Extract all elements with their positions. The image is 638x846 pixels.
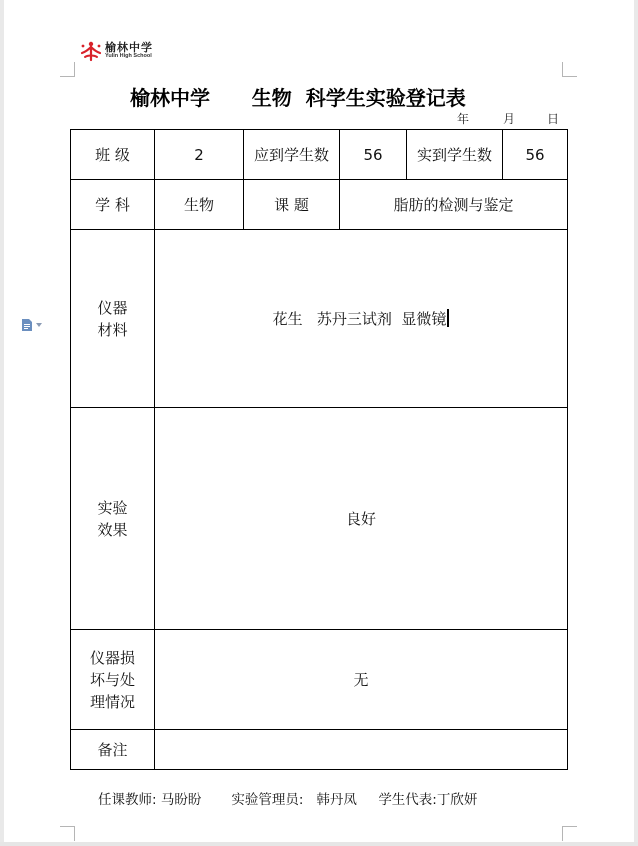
actual-students-label: 实到学生数 bbox=[407, 130, 503, 180]
damage-label-line1: 仪器损 bbox=[89, 648, 135, 667]
effect-label-line1: 实验 bbox=[97, 498, 128, 517]
crop-mark-top-right bbox=[562, 62, 577, 77]
text-cursor bbox=[447, 309, 449, 327]
materials-value-cell[interactable] bbox=[155, 230, 568, 408]
topic-label: 课 题 bbox=[244, 180, 340, 230]
page-edge-right bbox=[634, 0, 638, 846]
table-row-notes bbox=[71, 730, 568, 770]
form-title: 榆林中学 生物 科学生实验登记表 bbox=[130, 86, 466, 110]
crop-mark-bottom-right bbox=[562, 826, 577, 841]
notes-label: 备注 bbox=[71, 730, 155, 770]
registration-table bbox=[70, 129, 568, 770]
damage-value[interactable]: 无 bbox=[155, 630, 568, 730]
class-label: 班 级 bbox=[71, 130, 155, 180]
crop-mark-top-left bbox=[60, 62, 75, 77]
logo-english-name: Yulin High School bbox=[105, 53, 152, 60]
table-row-materials bbox=[71, 230, 568, 408]
date-month: 月 bbox=[503, 112, 516, 126]
actual-students-value[interactable]: 56 bbox=[503, 130, 568, 180]
school-emblem-icon bbox=[80, 40, 102, 62]
effect-label bbox=[71, 408, 155, 630]
logo-chinese-name: 榆林中学 bbox=[105, 41, 153, 55]
materials-value: 花生 苏丹三试剂 显微镜 bbox=[272, 310, 447, 328]
expected-students-label: 应到学生数 bbox=[244, 130, 340, 180]
table-row-class bbox=[71, 130, 568, 180]
damage-label-line2: 坏与处 bbox=[89, 670, 135, 689]
subject-value[interactable]: 生物 bbox=[155, 180, 244, 230]
table-row-subject bbox=[71, 180, 568, 230]
student-label: 学生代表: bbox=[378, 792, 437, 808]
materials-label-line1: 仪器 bbox=[97, 298, 128, 317]
manager-label: 实验管理员: bbox=[231, 792, 304, 808]
subject-label: 学 科 bbox=[71, 180, 155, 230]
teacher-name: 马盼盼 bbox=[160, 792, 202, 808]
date-day: 日 bbox=[547, 112, 560, 126]
materials-label-line2: 材料 bbox=[97, 320, 128, 339]
effect-label-line2: 效果 bbox=[97, 520, 128, 539]
teacher-label: 任课教师: bbox=[98, 792, 157, 808]
table-row-damage bbox=[71, 630, 568, 730]
topic-value[interactable]: 脂肪的检测与鉴定 bbox=[340, 180, 568, 230]
table-row-effect bbox=[71, 408, 568, 630]
effect-value[interactable]: 良好 bbox=[155, 408, 568, 630]
page-edge-bottom bbox=[0, 842, 638, 846]
page-edge-left bbox=[0, 0, 4, 846]
crop-mark-bottom-left bbox=[60, 826, 75, 841]
materials-label bbox=[71, 230, 155, 408]
damage-label-line3: 理情况 bbox=[89, 692, 135, 711]
manager-name: 韩丹凤 bbox=[316, 792, 357, 808]
class-value[interactable]: 2 bbox=[155, 130, 244, 180]
chevron-down-icon bbox=[36, 323, 42, 327]
date-year: 年 bbox=[457, 112, 470, 126]
damage-label bbox=[71, 630, 155, 730]
notes-value[interactable] bbox=[155, 730, 568, 770]
signature-footer bbox=[98, 788, 477, 808]
expected-students-value[interactable]: 56 bbox=[340, 130, 407, 180]
student-name: 丁欣妍 bbox=[436, 792, 478, 808]
school-logo bbox=[80, 40, 153, 62]
document-icon[interactable] bbox=[20, 318, 46, 332]
